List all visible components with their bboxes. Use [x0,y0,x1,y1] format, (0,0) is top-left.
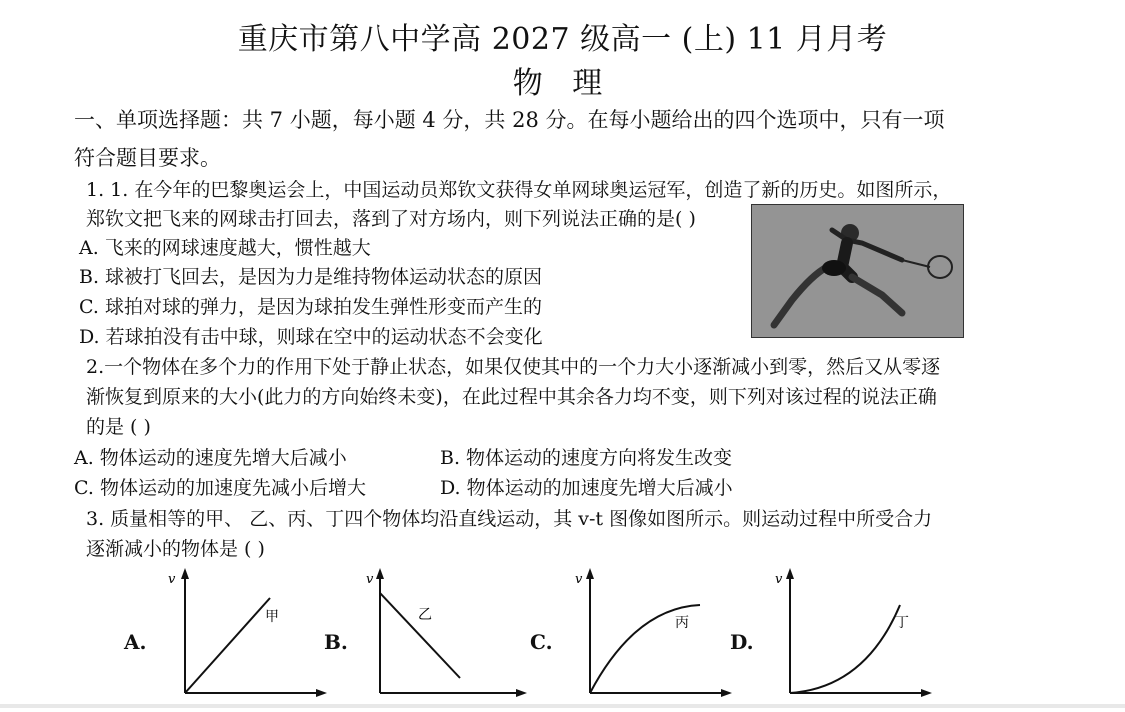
q1-stem-line1: 1. 1. 在今年的巴黎奥运会上，中国运动员郑钦文获得女单网球奥运冠军，创造了新的历史。如图所示， [86,179,952,201]
q1-option-b: B. 球被打飞回去，是因为力是维持物体运动状态的原因 [79,266,543,288]
graph-d-curve-label: 丁 [895,615,909,631]
q2-option-c: C. 物体运动的加速度先减小后增大 [74,477,366,499]
graph-a [160,563,330,708]
graph-c [565,563,735,708]
graph-b-label: B. [324,630,348,654]
q2-option-d: D. 物体运动的加速度先增大后减小 [440,477,733,499]
graph-d-label: D. [730,630,754,654]
graph-c-v-axis: v [575,572,583,587]
q2-stem-line2: 渐恢复到原来的大小(此力的方向始终未变)，在此过程中其余各力均不变，则下列对该过程的说法正确 [86,386,937,408]
tennis-player-photo [751,204,964,338]
section-heading-line1: 一、单项选择题：共 7 小题，每小题 4 分，共 28 分。在每小题给出的四个选项中，只有一项 [74,108,945,132]
q2-stem-line3: 的是 ( ) [86,416,151,438]
graph-a-curve-label: 甲 [265,609,279,625]
q1-option-a: A. 飞来的网球速度越大，惯性越大 [79,237,371,259]
graph-a-v-axis: v [168,572,176,587]
subject-title: 物 理 [512,66,613,101]
graph-b [360,563,530,708]
q2-option-a: A. 物体运动的速度先增大后减小 [74,447,347,469]
graph-c-curve-label: 丙 [675,615,689,631]
exam-title: 重庆市第八中学高 2027 级高一 (上) 11 月月考 [237,22,888,57]
q1-option-c: C. 球拍对球的弹力，是因为球拍发生弹性形变而产生的 [79,296,542,318]
graph-b-v-axis: v [366,572,374,587]
graph-c-label: C. [530,630,553,654]
q3-stem-line2: 逐渐减小的物体是 ( ) [86,538,265,560]
page-bottom-edge [0,704,1125,708]
q2-option-b: B. 物体运动的速度方向将发生改变 [440,447,733,469]
q2-stem-line1: 2.一个物体在多个力的作用下处于静止状态，如果仅使其中的一个力大小逐渐减小到零，然后又从零逐 [86,356,941,378]
graph-a-label: A. [124,630,147,654]
q1-stem-line2: 郑钦文把飞来的网球击打回去，落到了对方场内，则下列说法正确的是( ) [86,208,696,230]
graph-d [765,563,935,708]
graph-d-v-axis: v [775,572,783,587]
section-heading-line2: 符合题目要求。 [74,146,221,170]
q1-option-d: D. 若球拍没有击中球，则球在空中的运动状态不会变化 [79,326,543,348]
q3-stem-line1: 3. 质量相等的甲、 乙、丙、丁四个物体均沿直线运动，其 v-t 图像如图所示。则运动过程中所受合力 [86,508,933,530]
graph-b-curve-label: 乙 [418,607,432,623]
